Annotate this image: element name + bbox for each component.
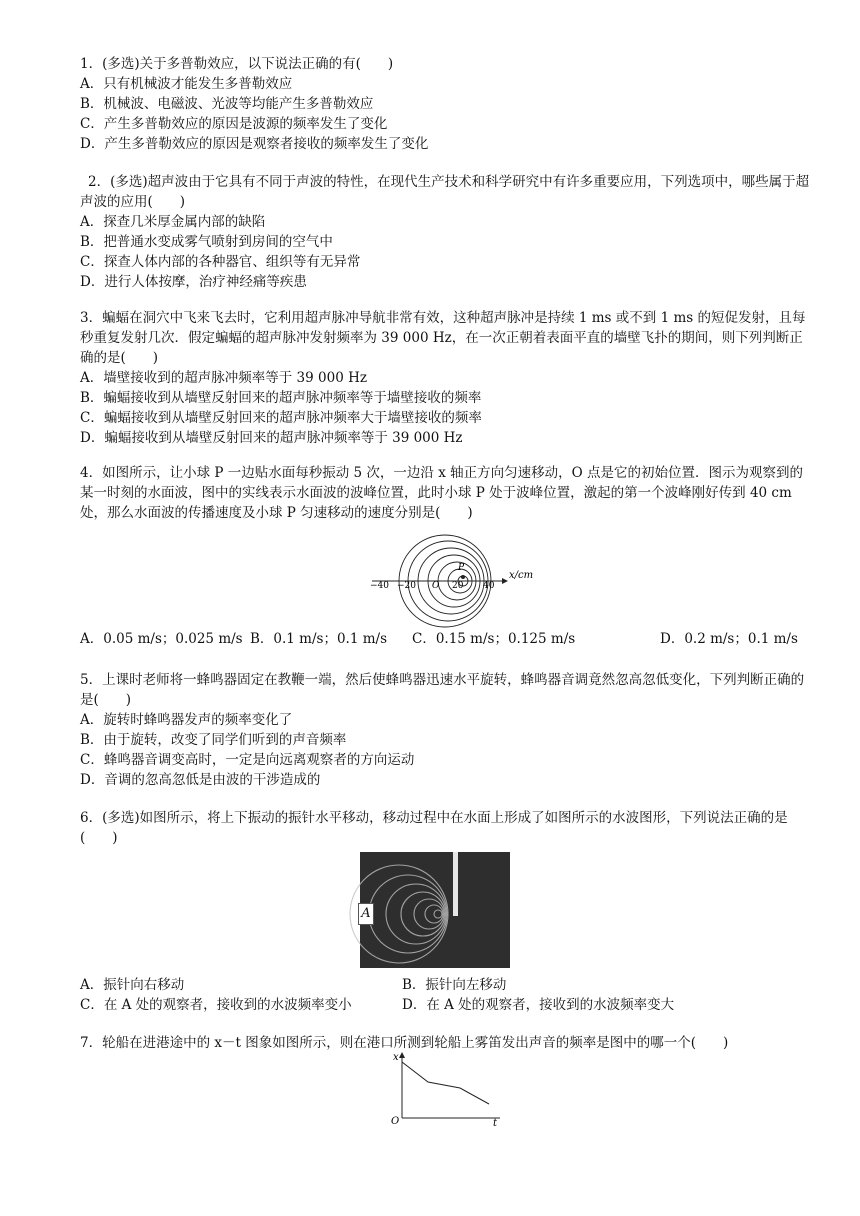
question-1-option-a: A．只有机械波才能发生多普勒效应: [80, 76, 293, 92]
question-6-options: [80, 975, 810, 1015]
wave-point-label: P: [458, 563, 465, 573]
question-5-option-c: C．蜂鸣器音调变高时，一定是向远离观察者的方向运动: [80, 752, 415, 768]
wave-circles-figure: [362, 525, 534, 625]
question-1-option-d: D．产生多普勒效应的原因是观察者接收的频率发生了变化: [80, 136, 429, 152]
question-5-option-a: A．旋转时蜂鸣器发声的频率变化了: [80, 712, 293, 728]
question-3-option-b: B．蝙蝠接收到从墙壁反射回来的超声脉冲频率等于墙壁接收的频率: [80, 390, 482, 406]
question-3: [80, 308, 810, 448]
question-3-stem: 3．蝙蝠在洞穴中飞来飞去时，它利用超声脉冲导航非常有效，这种超声脉冲是持续 1 ms 或不到 1 ms 的短促发射，且每秒重复发射几次．假定蝙蝠的超声脉冲发射频率为 39 000 Hz，在一次正朝着表面平直的墙壁飞扑的期间，则下列判断正确的是( ): [80, 310, 806, 366]
question-6-stem: 6．(多选)如图所示，将上下振动的振针水平移动，移动过程中在水面上形成了如图所示的水波图形，下列说法正确的是( ): [80, 810, 788, 846]
question-6: [80, 808, 810, 848]
wave-tick-40: 40: [483, 581, 495, 591]
question-2-stem: 2．(多选)超声波由于它具有不同于声波的特性，在现代生产技术和科学研究中有许多重要应用，下列选项中，哪些属于超声波的应用( ): [80, 174, 810, 210]
question-2-option-a: A．探查几米厚金属内部的缺陷: [80, 214, 266, 230]
question-5-option-d: D．音调的忽高忽低是由波的干涉造成的: [80, 772, 321, 788]
wave-tick-neg20: −20: [397, 581, 416, 591]
x-t-graph-figure: [388, 1050, 508, 1129]
question-1: [80, 54, 810, 154]
question-2-option-b: B．把普通水变成雾气喷射到房间的空气中: [80, 234, 333, 250]
question-4-option-a: A．0.05 m/s；0.025 m/s: [80, 631, 243, 647]
wave-tick-origin: O: [432, 581, 440, 591]
question-2-option-d: D．进行人体按摩，治疗神经痛等疾患: [80, 274, 307, 290]
question-2: [80, 172, 810, 292]
question-6-option-a: A．振针向右移动: [80, 977, 185, 993]
question-3-option-a: A．墙壁接收到的超声脉冲频率等于 39 000 Hz: [80, 370, 367, 386]
question-4-stem: 4．如图所示，让小球 P 一边贴水面每秒振动 5 次，一边沿 x 轴正方向匀速移动，O 点是它的初始位置．图示为观察到的某一时刻的水面波，图中的实线表示水面波的波峰位置，此时小球 P 处于波峰位置，激起的第一个波峰刚好传到 40 cm 处，那么水面波的传播速度及小球 P 匀速移动的速度分别是( ): [80, 465, 803, 521]
question-5-stem: 5．上课时老师将一蜂鸣器固定在教鞭一端，然后使蜂鸣器迅速水平旋转，蜂鸣器音调竟然忽高忽低变化，下列判断正确的是( ): [80, 672, 805, 708]
water-wave-photo: [360, 852, 510, 968]
wave-tick-20: 20: [452, 581, 464, 591]
question-1-stem: 1．(多选)关于多普勒效应，以下说法正确的有( ): [80, 56, 394, 72]
question-6-option-d: D．在 A 处的观察者，接收到的水波频率变大: [402, 997, 675, 1013]
question-3-option-c: C．蝙蝠接收到从墙壁反射回来的超声脉冲频率大于墙壁接收的频率: [80, 410, 482, 426]
graph-y-label: x: [393, 1052, 399, 1063]
question-6-option-c: C．在 A 处的观察者，接收到的水波频率变小: [80, 997, 352, 1013]
question-1-option-b: B．机械波、电磁波、光波等均能产生多普勒效应: [80, 96, 374, 112]
wave-tick-neg40: −40: [370, 581, 389, 591]
wave-axis-label: x/cm: [509, 570, 534, 581]
question-4-option-b: B．0.1 m/s；0.1 m/s: [250, 631, 387, 647]
question-5-option-b: B．由于旋转，改变了同学们听到的声音频率: [80, 732, 347, 748]
photo-point-label: A: [358, 903, 374, 925]
question-1-option-c: C．产生多普勒效应的原因是波源的频率发生了变化: [80, 116, 388, 132]
question-4-option-d: D．0.2 m/s；0.1 m/s: [660, 631, 798, 647]
graph-origin-label: O: [391, 1116, 400, 1127]
question-4-option-c: C．0.15 m/s；0.125 m/s: [412, 631, 576, 647]
question-2-option-c: C．探查人体内部的各种器官、组织等有无异常: [80, 254, 361, 270]
question-7-stem: 7．轮船在进港途中的 x－t 图象如图所示，则在港口所测到轮船上雾笛发出声音的频率是图中的哪一个( ): [80, 1035, 729, 1051]
question-5: [80, 670, 810, 790]
question-4: [80, 463, 810, 523]
question-3-option-d: D．蝙蝠接收到从墙壁反射回来的超声脉冲频率等于 39 000 Hz: [80, 430, 463, 446]
question-6-option-b: B．振针向左移动: [402, 977, 507, 993]
graph-x-label: t: [493, 1118, 498, 1129]
question-4-options: [80, 629, 810, 649]
